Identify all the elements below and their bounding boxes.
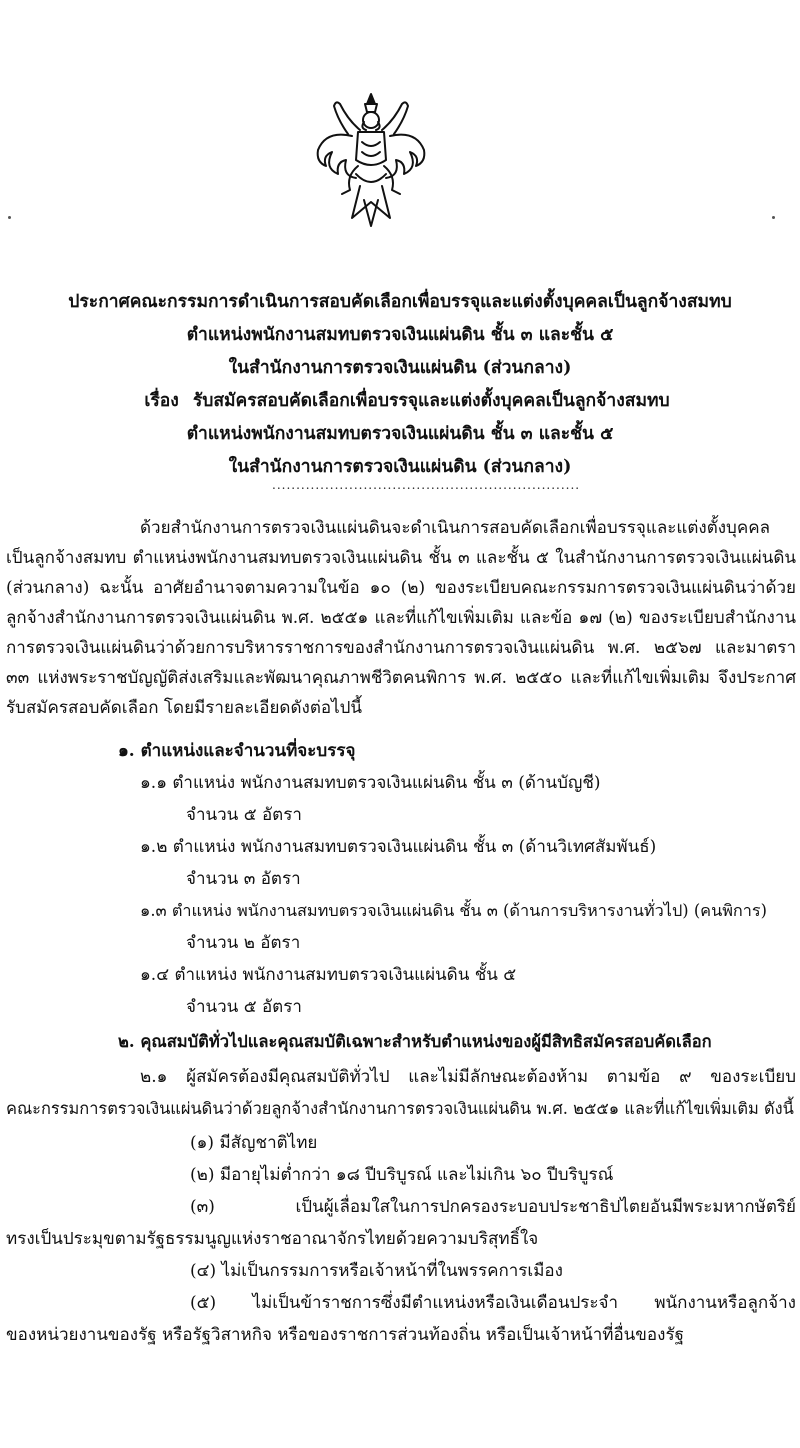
intro-line: ลูกจ้างสำนักงานการตรวจเงินแผ่นดิน พ.ศ. ๒๕๕๑ และที่แก้ไขเพิ่มเติม และข้อ ๑๗ (๒) ของระเบียบสำนักงาน (6, 608, 796, 628)
subject-line: ตำแหน่งพนักงานสมทบตรวจเงินแผ่นดิน ชั้น ๓ และชั้น ๕ (186, 424, 614, 444)
intro-line: การตรวจเงินแผ่นดินว่าด้วยการบริหารราชการของสำนักงานการตรวจเงินแผ่นดิน พ.ศ. ๒๕๖๗ และมาตรา (6, 638, 796, 658)
subject-line: ในสำนักงานการตรวจเงินแผ่นดิน (ส่วนกลาง) (228, 457, 572, 477)
section-heading: ๑. ตำแหน่งและจำนวนที่จะบรรจุ (118, 741, 356, 761)
position-item: ๑.๓ ตำแหน่ง พนักงานสมทบตรวจเงินแผ่นดิน ชั้น ๓ (ด้านการบริหารงานทั่วไป) (คนพิการ) (140, 901, 768, 920)
separator-line: ................................................................ (272, 478, 581, 492)
intro-line: (ส่วนกลาง) ฉะนั้น อาศัยอำนาจตามความในข้อ ๑๐ (๒) ของระเบียบคณะกรรมการตรวจเงินแผ่นดินว่าด้วย (6, 578, 796, 598)
qualification-item: (๕) ไม่เป็นข้าราชการซึ่งมีตำแหน่งหรือเงินเดือนประจำ พนักงานหรือลูกจ้าง (190, 1293, 796, 1313)
intro-line: เป็นลูกจ้างสมทบ ตำแหน่งพนักงานสมทบตรวจเงินแผ่นดิน ชั้น ๓ และชั้น ๕ ในสำนักงานการตรวจเงินแผ่นดิน (6, 548, 796, 568)
position-count: จำนวน ๕ อัตรา (186, 805, 302, 825)
intro-line: ด้วยสำนักงานการตรวจเงินแผ่นดินจะดำเนินการสอบคัดเลือกเพื่อบรรจุและแต่งตั้งบุคคล (140, 518, 770, 538)
qualification-item: ของหน่วยงานของรัฐ หรือรัฐวิสาหกิจ หรือของราชการส่วนท้องถิ่น หรือเป็นเจ้าหน้าที่อื่นของรัฐ (6, 1325, 684, 1345)
qualification-item: (๑) มีสัญชาติไทย (190, 1133, 318, 1153)
intro-line: ๓๓ แห่งพระราชบัญญัติส่งเสริมและพัฒนาคุณภาพชีวิตคนพิการ พ.ศ. ๒๕๕๐ และที่แก้ไขเพิ่มเติม จึงประกาศ (6, 668, 796, 688)
subject-label: เรื่อง (144, 391, 179, 411)
title-line: ประกาศคณะกรรมการดำเนินการสอบคัดเลือกเพื่อบรรจุและแต่งตั้งบุคคลเป็นลูกจ้างสมทบ (68, 292, 732, 312)
margin-dot (772, 216, 775, 219)
position-item: ๑.๑ ตำแหน่ง พนักงานสมทบตรวจเงินแผ่นดิน ชั้น ๓ (ด้านบัญชี) (140, 773, 601, 793)
position-count: จำนวน ๒ อัตรา (186, 933, 301, 953)
qualification-item: (๒) มีอายุไม่ต่ำกว่า ๑๘ ปีบริบูรณ์ และไม่เกิน ๖๐ ปีบริบูรณ์ (190, 1165, 614, 1185)
announcement-subject (0, 385, 800, 484)
intro-line: รับสมัครสอบคัดเลือก โดยมีรายละเอียดดังต่อไปนี้ (6, 698, 363, 718)
position-item: ๑.๔ ตำแหน่ง พนักงานสมทบตรวจเงินแผ่นดิน ชั้น ๕ (140, 965, 517, 985)
position-item: ๑.๒ ตำแหน่ง พนักงานสมทบตรวจเงินแผ่นดิน ชั้น ๓ (ด้านวิเทศสัมพันธ์) (140, 837, 657, 857)
position-count: จำนวน ๕ อัตรา (186, 997, 302, 1017)
qualification-item: ทรงเป็นประมุขตามรัฐธรรมนูญแห่งราชอาณาจักรไทยด้วยความบริสุทธิ์ใจ (6, 1229, 539, 1249)
qualification-item: (๔) ไม่เป็นกรรมการหรือเจ้าหน้าที่ในพรรคการเมือง (190, 1261, 563, 1281)
qualification-item: (๓) เป็นผู้เลื่อมใสในการปกครองระบอบประชาธิปไตยอันมีพระมหากษัตริย์ (190, 1197, 796, 1217)
subject-line: รับสมัครสอบคัดเลือกเพื่อบรรจุและแต่งตั้งบุคคลเป็นลูกจ้างสมทบ (192, 391, 670, 411)
title-line: ตำแหน่งพนักงานสมทบตรวจเงินแผ่นดิน ชั้น ๓ และชั้น ๕ (186, 325, 614, 345)
announcement-title (0, 286, 800, 385)
position-count: จำนวน ๓ อัตรา (186, 869, 301, 889)
qualification-intro: ๒.๑ ผู้สมัครต้องมีคุณสมบัติทั่วไป และไม่มีลักษณะต้องห้าม ตามข้อ ๙ ของระเบียบ (140, 1067, 796, 1087)
garuda-emblem-icon (312, 90, 430, 230)
qualification-intro: คณะกรรมการตรวจเงินแผ่นดินว่าด้วยลูกจ้างสำนักงานการตรวจเงินแผ่นดิน พ.ศ. ๒๕๕๑ และที่แก้ไขเพิ่มเติม ดังนี้ (6, 1099, 794, 1118)
title-line: ในสำนักงานการตรวจเงินแผ่นดิน (ส่วนกลาง) (228, 358, 572, 378)
section-heading: ๒. คุณสมบัติทั่วไปและคุณสมบัติเฉพาะสำหรับตำแหน่งของผู้มีสิทธิสมัครสอบคัดเลือก (118, 1032, 712, 1051)
margin-dot (8, 216, 11, 219)
